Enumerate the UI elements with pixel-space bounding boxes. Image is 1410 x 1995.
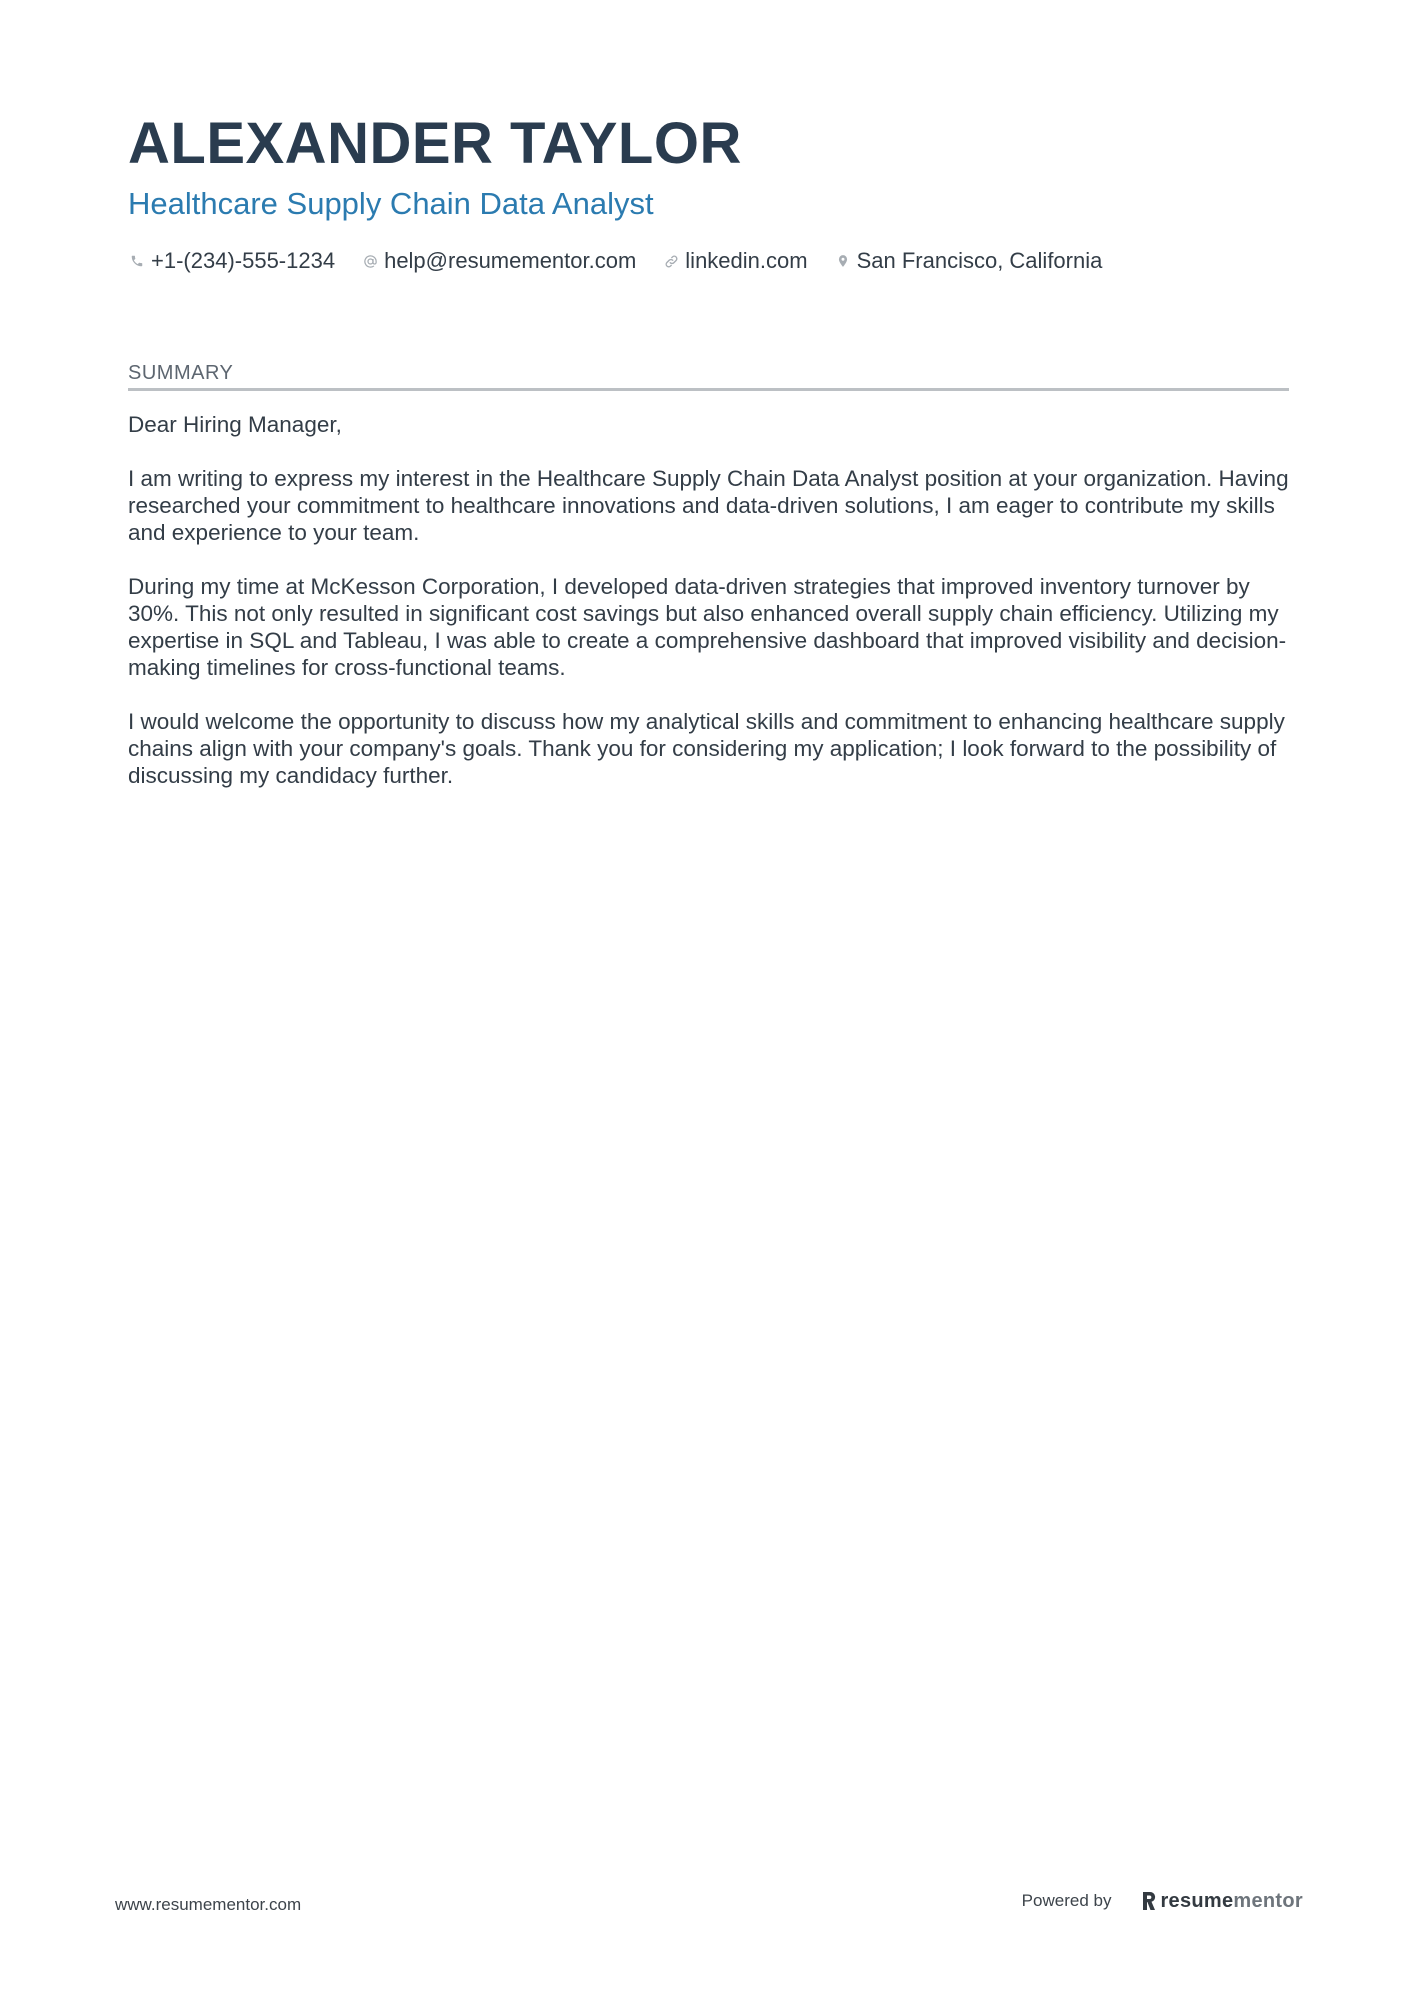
resumementor-logo-icon (1141, 1891, 1157, 1911)
phone-number: +1-(234)-555-1234 (151, 248, 336, 273)
contact-phone (128, 246, 335, 276)
contact-email (361, 246, 636, 276)
section-title: SUMMARY (128, 360, 1289, 391)
footer-website[interactable]: www.resumementor.com (115, 1895, 302, 1914)
summary-section (128, 360, 1289, 816)
logo-text-resume: resume (1160, 1890, 1234, 1912)
letter-greeting: Dear Hiring Manager, (128, 412, 342, 437)
candidate-name: ALEXANDER TAYLOR (128, 111, 742, 176)
link-icon (662, 252, 680, 270)
at-icon (361, 252, 379, 270)
logo-text-mentor: mentor (1233, 1890, 1303, 1912)
resume-header (128, 108, 1288, 276)
letter-paragraph: I would welcome the opportunity to discuss how my analytical skills and commitment to enhancing healthcare supply chains align with your company's goals. Thank you for considering my application; I look forward to the possibility of discussing my candidacy further. (128, 709, 1285, 788)
powered-by-label: Powered by (1021, 1891, 1112, 1910)
cover-letter-body (128, 411, 1289, 789)
contact-location (834, 246, 1103, 276)
phone-icon (128, 252, 146, 270)
email-address: help@resumementor.com (384, 248, 637, 273)
linkedin-link: linkedin.com (685, 248, 808, 273)
contact-info (128, 246, 1288, 276)
location-pin-icon (834, 252, 852, 270)
letter-paragraph: I am writing to express my interest in the Healthcare Supply Chain Data Analyst position at your organization. Having researched your commitment to healthcare innovations and data-driven solutions, I am eager to contribute my skills and experience to your team. (128, 466, 1289, 545)
footer-branding (1022, 1890, 1303, 1912)
job-title: Healthcare Supply Chain Data Analyst (128, 186, 654, 221)
location-text: San Francisco, California (856, 248, 1103, 273)
letter-paragraph: During my time at McKesson Corporation, I developed data-driven strategies that improved inventory turnover by 30%. This not only resulted in significant cost savings but also enhanced overall supply chain efficiency. Utilizing my expertise in SQL and Tableau, I was able to create a comprehensive dashboard that improved visibility and decision-making timelines for cross-functional teams. (128, 574, 1287, 680)
contact-linkedin (662, 246, 807, 276)
resumementor-logo[interactable] (1141, 1890, 1303, 1912)
